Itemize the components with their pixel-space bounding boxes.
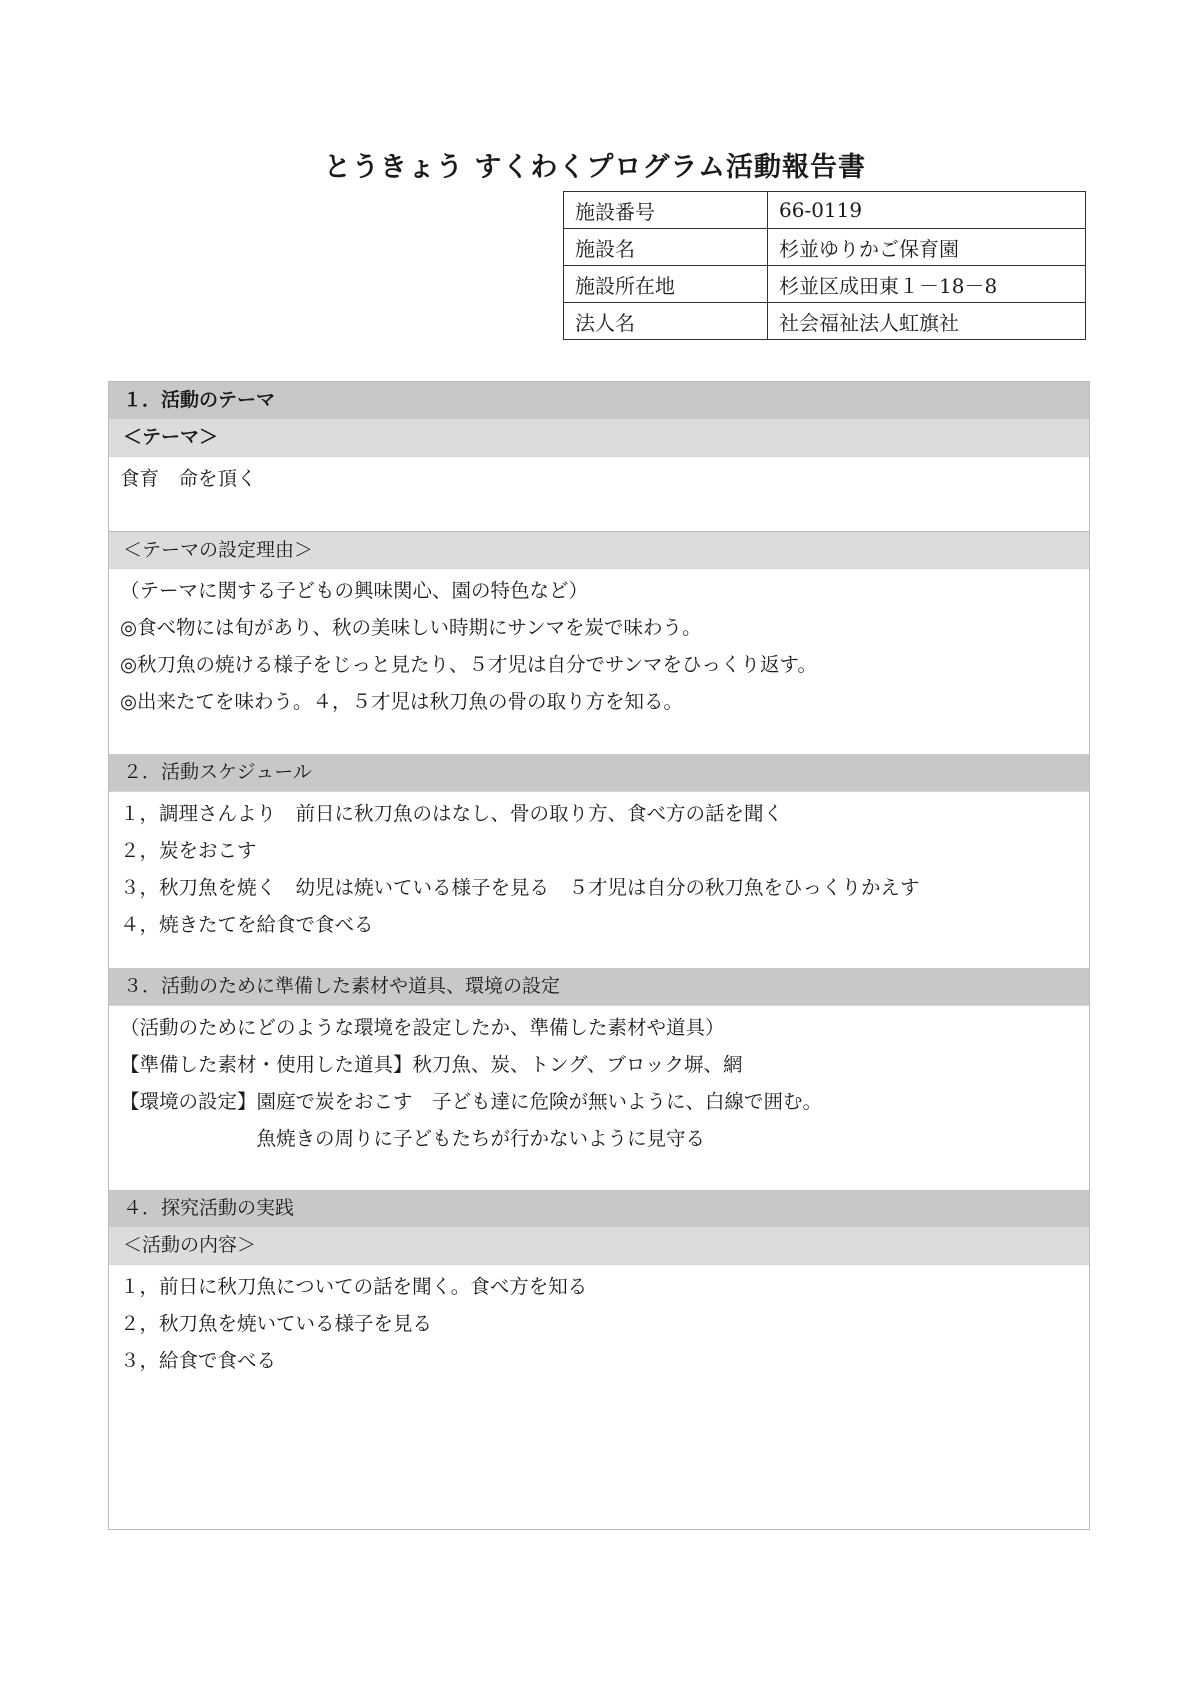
materials-line: 【環境の設定】園庭で炭をおこす 子ども達に危険が無いように、白線で囲む。	[120, 1090, 823, 1113]
facility-info-table	[563, 191, 1086, 340]
schedule-box	[109, 791, 1089, 968]
reason-line: ◎出来たてを味わう。４，５才児は秋刀魚の骨の取り方を知る。	[120, 690, 684, 713]
facility-number-value: 66-0119	[768, 192, 1086, 229]
materials-line: （活動のためにどのような環境を設定したか、準備した素材や道具）	[120, 1016, 725, 1039]
activity-content-box	[109, 1264, 1089, 1504]
theme-text-box	[109, 456, 1089, 531]
reason-line: ◎食べ物には旬があり、秋の美味しい時期にサンマを炭で味わう。	[120, 616, 702, 639]
theme-reason-box	[109, 568, 1089, 754]
schedule-line: ２，炭をおこす	[120, 839, 257, 862]
theme-text: 食育 命を頂く	[120, 467, 257, 490]
section-1-header: １．活動のテーマ	[109, 382, 1089, 419]
theme-label: ＜テーマ＞	[109, 419, 1089, 456]
corporation-name-label: 法人名	[564, 303, 768, 340]
activity-content-label: ＜活動の内容＞	[109, 1227, 1089, 1264]
facility-number-label: 施設番号	[564, 192, 768, 229]
activity-line: ２，秋刀魚を焼いている様子を見る	[120, 1312, 433, 1335]
facility-row-corporation	[564, 303, 1086, 340]
facility-address-label: 施設所在地	[564, 266, 768, 303]
activity-line: ３，給食で食べる	[120, 1349, 277, 1372]
schedule-line: ３，秋刀魚を焼く 幼児は焼いている様子を見る ５才児は自分の秋刀魚をひっくりかえす	[120, 876, 920, 899]
schedule-line: ４，焼きたてを給食で食べる	[120, 913, 374, 936]
section-4-header: ４．探究活動の実践	[109, 1190, 1089, 1227]
activity-line: １，前日に秋刀魚についての話を聞く。食べ方を知る	[120, 1275, 588, 1298]
report-body	[108, 381, 1090, 1530]
theme-reason-label: ＜テーマの設定理由＞	[109, 531, 1089, 568]
reason-line: （テーマに関する子どもの興味関心、園の特色など）	[120, 579, 589, 602]
facility-address-value: 杉並区成田東１－18－8	[768, 266, 1086, 303]
facility-row-address	[564, 266, 1086, 303]
materials-line: 【準備した素材・使用した道具】秋刀魚、炭、トング、ブロック塀、網	[120, 1053, 743, 1076]
facility-name-label: 施設名	[564, 229, 768, 266]
reason-line: ◎秋刀魚の焼ける様子をじっと見たり、５才児は自分でサンマをひっくり返す。	[120, 653, 817, 676]
report-title: とうきょう すくわくプログラム活動報告書	[323, 152, 867, 183]
schedule-line: １，調理さんより 前日に秋刀魚のはなし、骨の取り方、食べ方の話を聞く	[120, 802, 784, 825]
section-2-header: ２．活動スケジュール	[109, 754, 1089, 791]
facility-row-name	[564, 229, 1086, 266]
facility-row-number	[564, 192, 1086, 229]
materials-box	[109, 1005, 1089, 1190]
materials-line: 魚焼きの周りに子どもたちが行かないように見守る	[120, 1127, 706, 1150]
facility-name-value: 杉並ゆりかご保育園	[768, 229, 1086, 266]
corporation-name-value: 社会福祉法人虹旗社	[768, 303, 1086, 340]
section-3-header: ３．活動のために準備した素材や道具、環境の設定	[109, 968, 1089, 1005]
